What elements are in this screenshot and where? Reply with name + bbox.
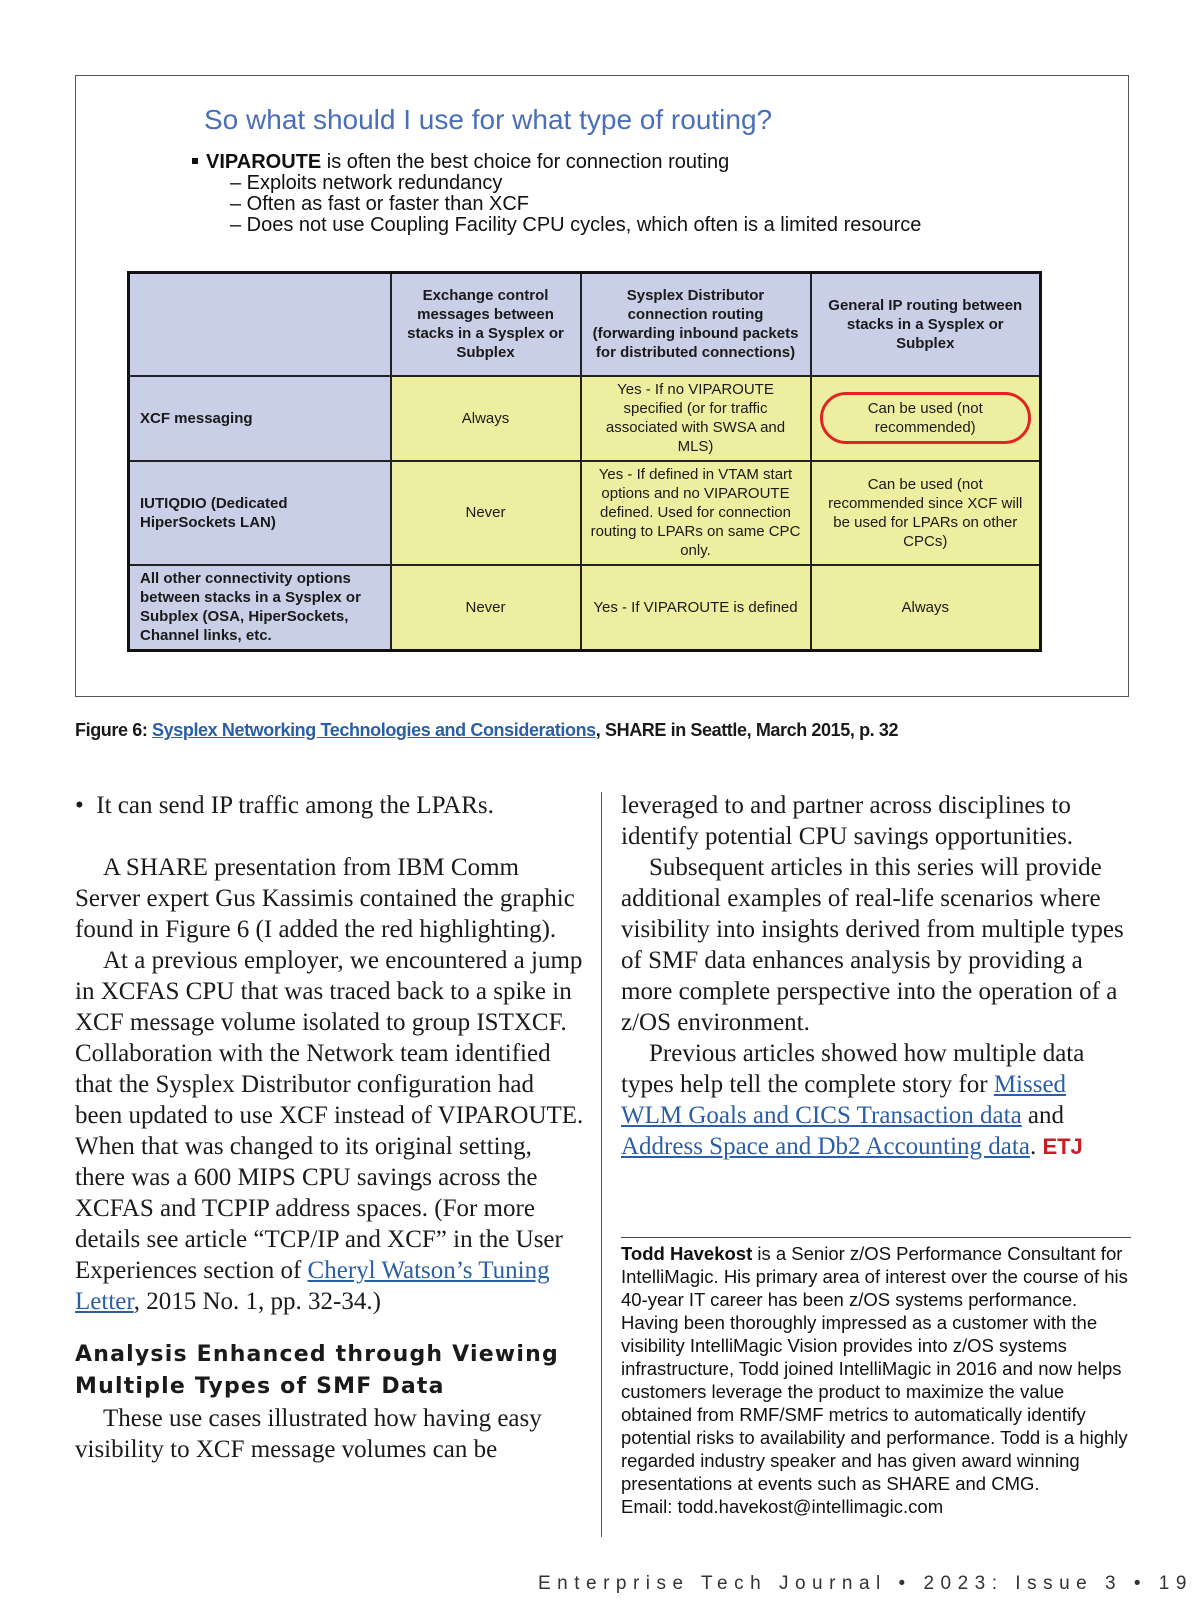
slide-bullets bbox=[192, 152, 921, 236]
table-header-cell: Exchange control messages between stacks in a Sysplex or Subplex bbox=[391, 273, 581, 376]
bullet-square-icon bbox=[192, 158, 198, 164]
routing-table bbox=[127, 271, 1042, 652]
paragraph: These use cases illustrated how having easy visibility to XCF message volumes can be bbox=[75, 1405, 542, 1463]
wlm-cics-link[interactable]: Missed WLM Goals and CICS Transaction data bbox=[621, 1071, 1067, 1129]
paragraph: leveraged to and partner across disciplines to identify potential CPU savings opportunities. bbox=[621, 792, 1074, 850]
row-label: IUTIQDIO (Dedicated HiperSockets LAN) bbox=[129, 461, 391, 565]
slide-main-bullet bbox=[192, 152, 921, 173]
table-header-row bbox=[129, 273, 1041, 376]
paragraph-text: At a previous employer, we encountered a jump in XCFAS CPU that was traced back to a spike in XCF message volume isolated to group ISTXCF. Collaboration with the Network team identified that the Sysplex Distributor configuration had been updated to use XCF instead of VIPAROUTE. When that was changed to its original setting, there was a 600 MIPS CPU savings across the XCFAS and TCPIP address spaces. (For more details see article “TCP/IP and XCF” in the User Experiences section of bbox=[75, 947, 584, 1284]
table-header-cell bbox=[129, 273, 391, 376]
bullet-item: • It can send IP traffic among the LPARs. bbox=[75, 792, 494, 819]
table-cell: Yes - If VIPAROUTE is defined bbox=[581, 565, 811, 651]
table-cell: Yes - If no VIPAROUTE specified (or for traffic associated with SWSA and MLS) bbox=[581, 376, 811, 461]
column-divider bbox=[601, 792, 602, 1537]
bio-divider bbox=[621, 1237, 1131, 1238]
highlighted-cell bbox=[811, 376, 1041, 461]
caption-prefix: Figure 6: bbox=[75, 720, 153, 740]
paragraph bbox=[621, 1038, 1131, 1162]
table-header-cell: Sysplex Distributor connection routing (forwarding inbound packets for distributed connections) bbox=[581, 273, 811, 376]
bullet-bold-term: VIPAROUTE bbox=[206, 151, 322, 173]
page-footer: Enterprise Tech Journal • 2023: Issue 3 • 19 bbox=[538, 1573, 1193, 1594]
etj-end-mark: ETJ bbox=[1042, 1134, 1083, 1159]
table-cell: Always bbox=[811, 565, 1041, 651]
caption-suffix: , SHARE in Seattle, March 2015, p. 32 bbox=[595, 720, 899, 740]
table-cell: Can be used (not recommended since XCF will be used for LPARs on other CPCs) bbox=[811, 461, 1041, 565]
author-name: Todd Havekost bbox=[621, 1243, 753, 1264]
paragraph bbox=[75, 945, 585, 1317]
author-bio bbox=[621, 1242, 1131, 1518]
sub-bullet: – Does not use Coupling Facility CPU cycles, which often is a limited resource bbox=[230, 214, 922, 236]
figure-caption bbox=[75, 720, 898, 741]
row-label: All other connectivity options between stacks in a Sysplex or Subplex (OSA, HiperSockets, Channel links, etc. bbox=[129, 565, 391, 651]
table-cell: Always bbox=[391, 376, 581, 461]
author-email: Email: todd.havekost@intellimagic.com bbox=[621, 1496, 944, 1517]
red-highlight-circle: Can be used (not recommended) bbox=[820, 392, 1032, 444]
slide-title: So what should I use for what type of routing? bbox=[204, 104, 773, 135]
table-row bbox=[129, 565, 1041, 651]
paragraph-text: Previous articles showed how multiple data types help tell the complete story for bbox=[621, 1040, 1085, 1098]
and-text: and bbox=[1021, 1102, 1065, 1129]
table-cell: Never bbox=[391, 461, 581, 565]
bio-text: is a Senior z/OS Performance Consultant for IntelliMagic. His primary area of interest over the course of his 40-year IT career has been z/OS systems performance. Having been thoroughly impressed as a customer with the visibility IntelliMagic Vision provides into z/OS systems infrastructure, Todd joined IntelliMagic in 2016 and now helps customers leverage the product to maximize the value obtained from RMF/SMF metrics to automatically identify potential risks to availability and performance. Todd is a highly regarded industry speaker and has given award winning presentations at events such as SHARE and CMG. bbox=[621, 1243, 1128, 1494]
caption-link[interactable]: Sysplex Networking Technologies and Considerations bbox=[152, 720, 596, 740]
table-row bbox=[129, 461, 1041, 565]
left-column bbox=[75, 790, 585, 1465]
period: . bbox=[1029, 1133, 1037, 1160]
right-column bbox=[621, 790, 1131, 1162]
table-header-cell: General IP routing between stacks in a Sysplex or Subplex bbox=[811, 273, 1041, 376]
sub-bullet: – Often as fast or faster than XCF bbox=[230, 193, 530, 215]
bullet-rest: is often the best choice for connection routing bbox=[321, 151, 730, 173]
figure-6-frame bbox=[75, 75, 1129, 697]
tuning-letter-link[interactable]: Cheryl Watson’s Tuning Letter bbox=[75, 1257, 550, 1315]
paragraph-end: , 2015 No. 1, pp. 32-34.) bbox=[133, 1288, 381, 1315]
paragraph: Subsequent articles in this series will provide additional examples of real-life scenarios where visibility into insights derived from multiple types of SMF data enhances analysis by providing a more complete perspective into the operation of a z/OS environment. bbox=[621, 854, 1124, 1036]
db2-accounting-link[interactable]: Address Space and Db2 Accounting data bbox=[621, 1133, 1030, 1160]
sub-bullet: – Exploits network redundancy bbox=[230, 172, 503, 194]
table-cell: Never bbox=[391, 565, 581, 651]
bullet-text: It can send IP traffic among the LPARs. bbox=[96, 792, 494, 819]
table-cell: Yes - If defined in VTAM start options and no VIPAROUTE defined. Used for connection routing to LPARs on same CPC only. bbox=[581, 461, 811, 565]
table-row bbox=[129, 376, 1041, 461]
row-label: XCF messaging bbox=[129, 376, 391, 461]
section-heading: Analysis Enhanced through Viewing Multiple Types of SMF Data bbox=[75, 1342, 559, 1399]
paragraph: A SHARE presentation from IBM Comm Server expert Gus Kassimis contained the graphic found in Figure 6 (I added the red highlighting). bbox=[75, 854, 575, 943]
